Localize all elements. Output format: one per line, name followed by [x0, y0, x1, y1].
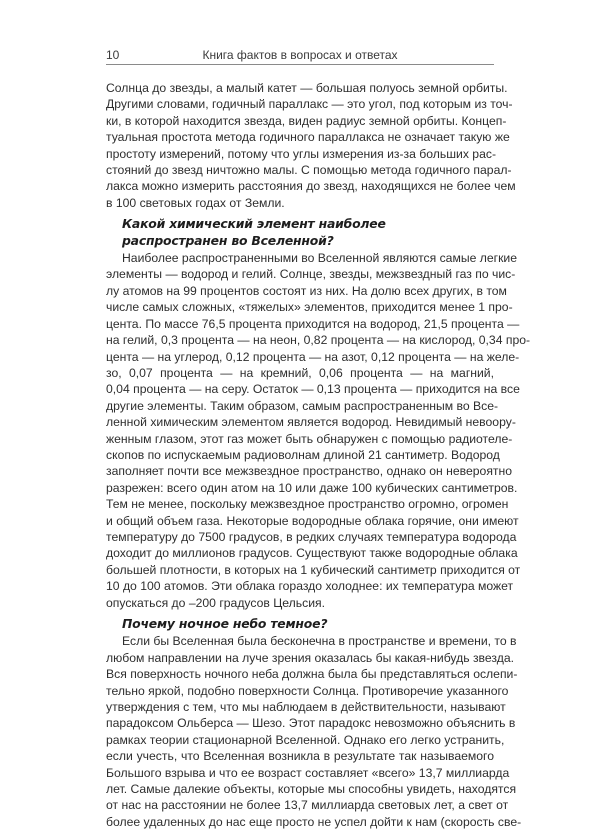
text-line: 10 до 100 атомов. Эти облака гораздо холоднее: их температура может	[106, 579, 514, 594]
text-line: цента. По массе 76,5 процента приходится на водород, 21,5 процента —	[106, 316, 520, 331]
text-line: любом направлении на луче зрения оказалась бы какая-нибудь звезда.	[106, 650, 515, 665]
question-heading-dark-night-sky: Почему ночное небо темное?	[122, 616, 328, 631]
running-title: Книга фактов в вопросах и ответах	[202, 48, 398, 62]
page-header	[106, 48, 494, 65]
text-line: Если бы Вселенная была бесконечна в пространстве и времени, то в	[122, 634, 517, 649]
text-line: скопов по испускаемым радиоволнам длиной 21 сантиметр. Водород	[106, 447, 500, 462]
text-line: туальная простота метода годичного параллакса не означает такую же	[106, 130, 510, 145]
text-line: другие элементы. Таким образом, самым распространенным во Все-	[106, 398, 499, 413]
text-line: доходит до миллионов градусов. Существуют также водородные облака	[106, 546, 518, 561]
text-line: и общий объем газа. Некоторые водородные облака горячие, они имеют	[106, 513, 519, 528]
text-line: 0,04 процента — на серу. Остаток — 0,13 процента — приходится на все	[106, 382, 520, 397]
text-line: тельно яркой, подобно поверхности Солнца. Противоречие указанного	[106, 683, 509, 698]
text-line: Наиболее распространенными во Вселенной являются самые легкие	[122, 251, 518, 266]
text-line: ленной химическим элементом является водород. Невидимый невоору-	[106, 415, 516, 430]
text-line: более удаленных до нас еще просто не успел дойти к нам (скорость све-	[106, 814, 522, 829]
paragraph-dark-night-sky-answer	[106, 633, 522, 830]
paragraph-parallax-continuation	[106, 80, 516, 211]
text-line: лакса можно измерить расстояния до звезд, находящихся не более чем	[106, 179, 516, 194]
text-line: в 100 световых годах от Земли.	[106, 195, 285, 210]
text-line: простоту измерений, потому что углы измерения из-за больших рас-	[106, 146, 497, 161]
text-line: заполняет почти все межзвездное пространство, однако он невероятно	[106, 464, 513, 479]
text-line: Тем не менее, поскольку межзвездное пространство огромно, огромен	[106, 497, 509, 512]
text-line: Солнца до звезды, а малый катет — большая полуось земной орбиты.	[106, 81, 508, 95]
text-line: Другими словами, годичный параллакс — это угол, под которым из точ-	[106, 97, 513, 112]
text-line: разрежен: всего один атом на 10 или даже 100 кубических сантиметров.	[106, 480, 518, 495]
text-line: ки, в которой находится звезда, виден радиус земной орбиты. Концеп-	[106, 113, 507, 128]
text-line: опускаться до –200 градусов Цельсия.	[106, 595, 325, 610]
question-heading-chemical-element: Какой химический элемент наиболее распространен во Вселенной?	[122, 216, 386, 248]
text-line: лет. Самые далекие объекты, которые мы способны увидеть, находятся	[106, 782, 517, 797]
text-line: Большого взрыва и что ее возраст составляет «всего» 13,7 миллиарда	[106, 765, 510, 780]
text-line: если учесть, что Вселенная возникла в результате так называемого	[106, 749, 494, 764]
text-line: утверждения с тем, что мы наблюдаем в действительности, называют	[106, 700, 506, 715]
text-line: на гелий, 0,3 процента — на неон, 0,82 процента — на кислород, 0,34 про-	[106, 333, 531, 348]
text-line: рамках теории стационарной Вселенной. Однако его легко устранить,	[106, 732, 505, 747]
text-line: лу атомов на 99 процентов состоят из них. На долю всех других, в том	[106, 283, 507, 298]
paragraph-chemical-element-answer	[106, 250, 531, 611]
text-line: большей плотности, в которых на 1 кубический сантиметр приходится от	[106, 562, 521, 577]
text-line: числе самых сложных, «тяжелых» элементов, приходится менее 1 про-	[106, 300, 513, 315]
text-line: стояний до звезд ничтожно малы. С помощью метода годичного парал-	[106, 163, 512, 178]
text-line: цента — на углерод, 0,12 процента — на азот, 0,12 процента — на желе-	[106, 349, 520, 364]
text-line: женным глазом, этот газ может быть обнаружен с помощью радиотеле-	[106, 431, 513, 446]
text-line: парадоксом Ольберса — Шезо. Этот парадокс невозможно объяснить в	[106, 716, 516, 731]
text-line: Вся поверхность ночного неба должна была бы представляться ослепи-	[106, 667, 518, 682]
text-line: зо, 0,07 процента — на кремний, 0,06 процента — на магний,	[106, 365, 494, 380]
page-number: 10	[106, 48, 120, 62]
page-body	[106, 80, 531, 830]
text-line: температуру до 7500 градусов, в редких случаях температура водорода	[106, 529, 517, 544]
text-line: от нас на расстоянии не более 13,7 миллиарда световых лет, а свет от	[106, 798, 509, 813]
text-line: элементы — водород и гелий. Солнце, звезды, межзвездный газ по чис-	[106, 267, 516, 282]
